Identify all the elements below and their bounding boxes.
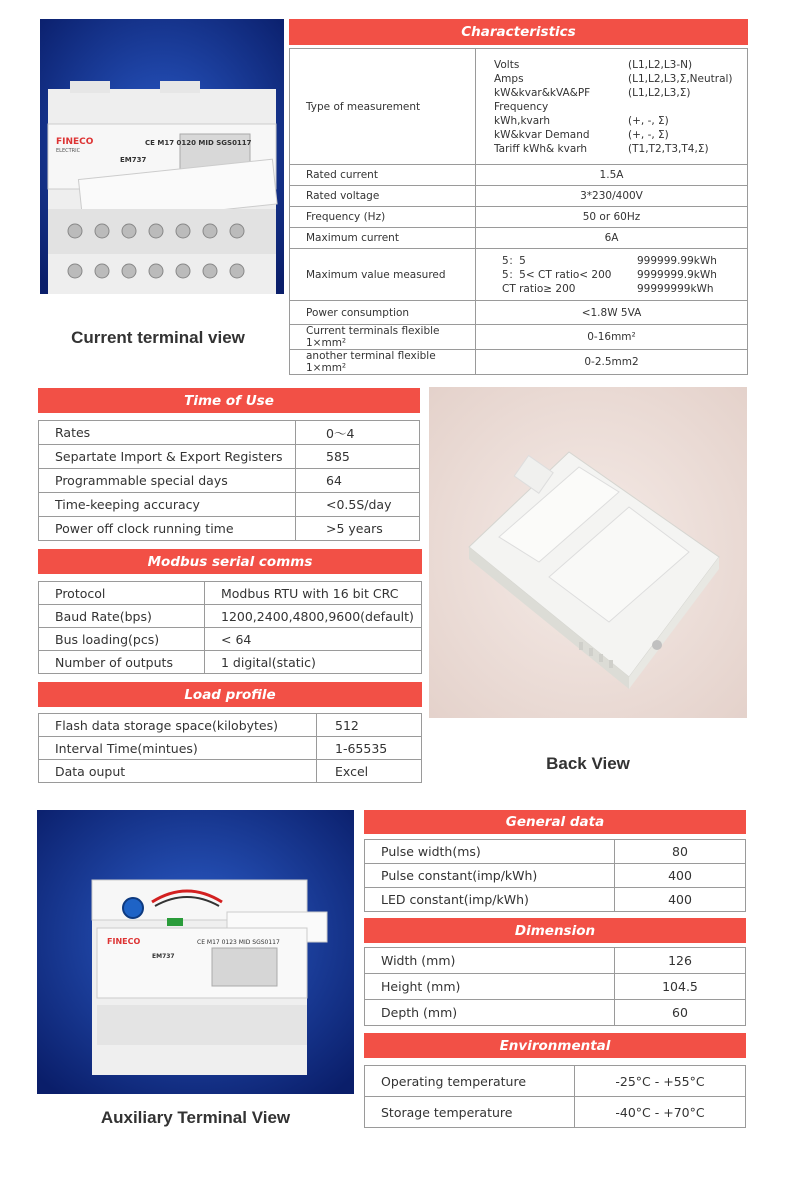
dimension-value: 60 xyxy=(615,1000,746,1026)
time-of-use-label: Time-keeping accuracy xyxy=(39,493,296,517)
time-of-use-value: >5 years xyxy=(296,517,420,541)
characteristics-row xyxy=(290,186,748,207)
characteristics-row xyxy=(290,325,748,350)
load-profile-label: Data ouput xyxy=(39,760,317,783)
load-profile-value: Excel xyxy=(317,760,422,783)
measurement-scope: (L1,L2,L3-N) xyxy=(628,58,693,71)
measurement-scope: (L1,L2,L3,Σ,Neutral) xyxy=(628,72,733,85)
svg-text:CE M17 0120 MID SGS0117: CE M17 0120 MID SGS0117 xyxy=(145,139,252,147)
time-of-use-row xyxy=(39,445,420,469)
max-value: 999999.99kWh xyxy=(637,254,717,267)
max-value: 9999999.9kWh xyxy=(637,268,717,281)
characteristics-row xyxy=(290,207,748,228)
characteristics-label: Rated current xyxy=(290,165,476,186)
measurement-name: kWh,kvarh xyxy=(494,114,550,127)
measurement-item xyxy=(494,72,747,86)
general-data-row xyxy=(365,840,746,864)
modbus-value: Modbus RTU with 16 bit CRC xyxy=(205,582,422,605)
time-of-use-label: Rates xyxy=(39,421,296,445)
modbus-header: Modbus serial comms xyxy=(38,549,422,574)
measurement-scope: (T1,T2,T3,T4,Σ) xyxy=(628,142,709,155)
svg-text:CE M17 0123 MID SGS0117: CE M17 0123 MID SGS0117 xyxy=(197,939,280,946)
characteristics-value: 0-16mm² xyxy=(476,325,748,350)
ct-ratio: CT ratio≥ 200 xyxy=(502,282,576,295)
measurement-name: Volts xyxy=(494,58,520,71)
max-value-list xyxy=(476,249,748,301)
time-of-use-value: 585 xyxy=(296,445,420,469)
dimension-label: Depth (mm) xyxy=(365,1000,615,1026)
measurement-item xyxy=(494,142,747,156)
characteristics-label: Frequency (Hz) xyxy=(290,207,476,228)
max-value-item xyxy=(502,282,747,296)
ct-ratio: 5：5< CT ratio< 200 xyxy=(502,268,612,281)
measurement-label: Type of measurement xyxy=(290,49,476,165)
general-data-label: LED constant(imp/kWh) xyxy=(365,888,615,912)
characteristics-label: another terminal flexible 1×mm² xyxy=(290,350,476,375)
back-view-photo xyxy=(429,387,747,718)
characteristics-value: 50 or 60Hz xyxy=(476,207,748,228)
back-view-caption: Back View xyxy=(546,754,630,773)
max-value-item xyxy=(502,254,747,268)
load-profile-label: Flash data storage space(kilobytes) xyxy=(39,714,317,737)
characteristics-row xyxy=(290,165,748,186)
modbus-label: Baud Rate(bps) xyxy=(39,605,205,628)
general-data-row xyxy=(365,888,746,912)
time-of-use-label: Programmable special days xyxy=(39,469,296,493)
modbus-value: 1 digital(static) xyxy=(205,651,422,674)
time-of-use-value: 0～4 xyxy=(296,421,420,445)
measurement-name: Frequency xyxy=(494,100,549,113)
characteristics-label: Maximum current xyxy=(290,228,476,249)
characteristics-label: Current terminals flexible 1×mm² xyxy=(290,325,476,350)
environmental-table xyxy=(364,1065,746,1128)
load-profile-value: 1-65535 xyxy=(317,737,422,760)
modbus-row xyxy=(39,582,422,605)
modbus-row xyxy=(39,605,422,628)
time-of-use-label: Power off clock running time xyxy=(39,517,296,541)
general-data-value: 400 xyxy=(615,864,746,888)
time-of-use-row xyxy=(39,469,420,493)
measurement-item xyxy=(494,58,747,72)
environmental-label: Operating temperature xyxy=(365,1066,575,1097)
load-profile-value: 512 xyxy=(317,714,422,737)
general-data-value: 400 xyxy=(615,888,746,912)
svg-text:ELECTRIC: ELECTRIC xyxy=(56,148,81,154)
load-profile-row xyxy=(39,714,422,737)
general-data-header: General data xyxy=(364,810,746,834)
load-profile-row xyxy=(39,737,422,760)
characteristics-table xyxy=(289,48,748,375)
modbus-label: Bus loading(pcs) xyxy=(39,628,205,651)
dimension-row xyxy=(365,948,746,974)
characteristics-value: 6A xyxy=(476,228,748,249)
time-of-use-row xyxy=(39,421,420,445)
svg-text:FINECO: FINECO xyxy=(107,937,141,946)
max-value-label: Maximum value measured xyxy=(290,249,476,301)
environmental-header: Environmental xyxy=(364,1033,746,1058)
max-value: 99999999kWh xyxy=(637,282,714,295)
dimension-row xyxy=(365,1000,746,1026)
brand-logo: FINECO xyxy=(56,137,94,147)
measurement-item xyxy=(494,86,747,100)
general-data-label: Pulse width(ms) xyxy=(365,840,615,864)
time-of-use-table xyxy=(38,420,420,541)
measurement-list xyxy=(476,49,748,165)
dimension-value: 126 xyxy=(615,948,746,974)
general-data-row xyxy=(365,864,746,888)
dimension-header: Dimension xyxy=(364,918,746,943)
dimension-value: 104.5 xyxy=(615,974,746,1000)
modbus-label: Number of outputs xyxy=(39,651,205,674)
load-profile-label: Interval Time(mintues) xyxy=(39,737,317,760)
measurement-name: Tariff kWh& kvarh xyxy=(494,142,588,155)
time-of-use-label: Separtate Import & Export Registers xyxy=(39,445,296,469)
dimension-row xyxy=(365,974,746,1000)
general-data-label: Pulse constant(imp/kWh) xyxy=(365,864,615,888)
characteristics-header: Characteristics xyxy=(289,19,748,45)
time-of-use-row xyxy=(39,493,420,517)
dimension-label: Height (mm) xyxy=(365,974,615,1000)
characteristics-row xyxy=(290,228,748,249)
modbus-row xyxy=(39,628,422,651)
characteristics-value: 1.5A xyxy=(476,165,748,186)
max-value-item xyxy=(502,268,747,282)
environmental-row xyxy=(365,1066,746,1097)
current-terminal-photo xyxy=(40,19,284,294)
load-profile-row xyxy=(39,760,422,783)
measurement-scope: (+, -, Σ) xyxy=(628,128,669,141)
general-data-table xyxy=(364,839,746,912)
current-terminal-caption: Current terminal view xyxy=(71,328,245,347)
load-profile-table xyxy=(38,713,422,783)
ct-ratio: 5：5 xyxy=(502,254,526,267)
measurement-item xyxy=(494,114,747,128)
measurement-name: kW&kvar&kVA&PF xyxy=(494,86,591,99)
measurement-name: Amps xyxy=(494,72,524,85)
measurement-scope: (+, -, Σ) xyxy=(628,114,669,127)
modbus-row xyxy=(39,651,422,674)
characteristics-value: <1.8W 5VA xyxy=(476,301,748,325)
svg-text:EM737: EM737 xyxy=(152,953,175,960)
modbus-value: < 64 xyxy=(205,628,422,651)
modbus-table xyxy=(38,581,422,674)
auxiliary-terminal-caption: Auxiliary Terminal View xyxy=(100,1108,291,1127)
svg-text:EM737: EM737 xyxy=(120,156,147,164)
environmental-value: -40°C - +70°C xyxy=(575,1097,746,1128)
measurement-name: kW&kvar Demand xyxy=(494,128,590,141)
environmental-label: Storage temperature xyxy=(365,1097,575,1128)
dimension-table xyxy=(364,947,746,1026)
characteristics-label: Power consumption xyxy=(290,301,476,325)
auxiliary-terminal-photo xyxy=(37,810,354,1094)
characteristics-value: 0-2.5mm2 xyxy=(476,350,748,375)
dimension-label: Width (mm) xyxy=(365,948,615,974)
load-profile-header: Load profile xyxy=(38,682,422,707)
environmental-value: -25°C - +55°C xyxy=(575,1066,746,1097)
time-of-use-value: 64 xyxy=(296,469,420,493)
environmental-row xyxy=(365,1097,746,1128)
characteristics-value: 3*230/400V xyxy=(476,186,748,207)
time-of-use-row xyxy=(39,517,420,541)
time-of-use-header: Time of Use xyxy=(38,388,420,413)
measurement-item xyxy=(494,100,747,114)
time-of-use-value: <0.5S/day xyxy=(296,493,420,517)
general-data-value: 80 xyxy=(615,840,746,864)
characteristics-row xyxy=(290,301,748,325)
characteristics-label: Rated voltage xyxy=(290,186,476,207)
measurement-scope: (L1,L2,L3,Σ) xyxy=(628,86,691,99)
modbus-value: 1200,2400,4800,9600(default) xyxy=(205,605,422,628)
measurement-item xyxy=(494,128,747,142)
characteristics-row xyxy=(290,350,748,375)
modbus-label: Protocol xyxy=(39,582,205,605)
